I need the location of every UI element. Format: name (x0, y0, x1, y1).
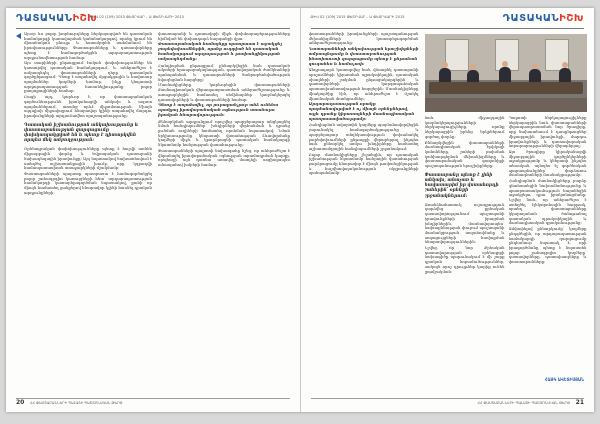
highlight-paragraph: Արդարադատության որակը պայմանավորված է ոչ միայն օրենքներով, այլև դրանք կիրառողների մասնագիտական պատրաստվածությամբ: (308, 101, 415, 121)
photo-floor (425, 98, 587, 112)
body-paragraph: նաև միջազգային կազմակերպությունների ներկայացուցիչները, որոնք ներկայացրին իրենց երկրներում գործող փորձը: (424, 116, 505, 139)
footer-text: ՀՀ ՓԱՍՏԱԲԱՆՆԵՐԻ ՊԱԼԱՏԻ ՊԱՇՏՈՆԱԿԱՆ ԹԵՐԹ (30, 401, 123, 405)
text-column-1 (309, 32, 419, 384)
meeting-photo (425, 34, 587, 112)
pull-quote: Փաստաբանը պետք է լինի անկախ, անաչառ և հավատարիմ իր վստահորդի շահերին՝ օրենքի շրջանակներում: (424, 172, 499, 199)
pull-quote: Դատական իշխանության անկախությունը և փաստաբանության զարգացումը փոխկապակցված են և պետք է դիտարկվեն որպես մեկ ամբողջություն: (24, 122, 139, 144)
body-paragraph: Քննարկման արդյունքում որոշվեց պարբերաբար անցկացնել նման հանդիպումներ՝ խնդիրների վերհանման և դրանց լուծման ուղիների համատեղ որոնման նպատակով: Նման երկխոսությունը կնպաստի վստահության ձևավորմանը կողմերի միջև և կբարձրացնի դատական համակարգի նկատմամբ հանրության վստահությունը: (158, 118, 290, 148)
photo-table (429, 82, 583, 94)
body-paragraph: Հանդիպման ավարտին կողմերը պայմանավորվեցին շարունակել համագործակցությունը և պարբերաբար տեղեկատվություն փոխանակել բարեփոխումների ընթացքի վերաբերյալ, ինչպես նաև քննարկել առկա խնդիրները համատեղ աշխատանքային հանդիպումների շրջանակում: (308, 122, 419, 151)
body-paragraph: Բոլոր մասնակիցները շեշտեցին, որ դատական իշխանության նկատմամբ հանրային վստահության բարձրացումը հնարավոր է միայն թափանցիկության և հաշվետվողականության սկզբունքների պահպանմամբ: (308, 151, 419, 176)
body-paragraph: Առանձնահատուկ ուշադրություն դարձվեց քրեական դատավարությունում պաշտպանի իրավունքների իրացման խնդիրներին, մասնավորապես՝ նախաքննության փուլում պաշտպանի մասնակցության ապահովմանը և ապացույցների հավաքման հնարավորություններին: (424, 201, 505, 245)
body-paragraph: Փաստաբանների պալատը պատրաստ է համագործակցել բոլոր շահագրգիռ կառույցների հետ՝ արդարադատության համակարգի կատարելագործման նպատակով, քանի որ միայն համատեղ ջանքերով հնարավոր կլինի հասնել դրական արդյունքների: (24, 170, 152, 195)
body-paragraph: Հանդիպման մասնակիցները բարձր գնահատեցին նախաձեռնությունը և պատրաստակամություն հայտնեցին աջակցելու դրա իրականացմանը: Նշվեց նաև, որ անհրաժեշտ է ստեղծել էլեկտրոնային հարթակ, որտեղ փաստաբանները կկարողանան ծանոթանալ դատական պրակտիկային և մասնագիտական գրականությանը: (508, 178, 587, 226)
photo-person-head (502, 61, 508, 67)
photo-window (445, 39, 469, 71)
arrow-marker-icon (16, 33, 21, 39)
body-paragraph: Այս ծրագիրը կիրականացվի միջազգային գործընկերների աջակցությամբ և կներառի ինչպես տեսական, այնպես էլ գործնական պարապմունքներ՝ փորձառու մասնագետների մասնակցությամբ: (508, 148, 587, 178)
left-page (6, 8, 301, 412)
body-paragraph: Բացի այդ, կարևոր է, որ փաստաբանական գործունեությունն իրականացվի անկախ և ազատ պայմաններում, առանց որևէ միջամտության: Միայն այդպիսի միջավայրում հնարավոր կլինի ապահովել մարդու իրավունքների արդյունավետ պաշտպանությունը: (24, 94, 152, 118)
author-signature: ՀԱՅԿ ԱՎԵՏԻՍՅԱՆ (544, 377, 584, 382)
issue-info: ԹԻՎ 02 (109) 2015 ՓԵՏՐՎԱՐ – Ա ՓԵՏՐՎԱՐԻ 2015 (90, 15, 185, 19)
photo-person-head (470, 64, 476, 70)
photo-person-head (442, 62, 448, 68)
page-header (16, 13, 290, 27)
page-header (311, 13, 585, 27)
text-column-2 (425, 116, 505, 384)
page-number: 21 (575, 399, 584, 406)
issue-info: ԹԻՎ 02 (109) 2015 ՓԵՏՐՎԱՐ – Ա ՓԵՏՐՎԱՐԻ 2015 (310, 15, 405, 19)
highlight-paragraph: Դատարանների անկախության երաշխիքների ամրապնդումը և փաստաբանության ինստիտուտի զարգացումը պետք է ընթանան զուգահեռ և համաչափ: (308, 46, 419, 66)
text-column-1 (24, 32, 152, 384)
page-footer (16, 400, 290, 408)
body-paragraph: Քննարկվեցին փաստաբանների մասնագիտական էթիկայի կանոնները, շահերի բախման կանխարգելման մեխանիզմները և փաստաբանական գաղտնիքի պաշտպանության երաշխիքները: (424, 139, 505, 169)
body-paragraph: Այս տարիների ընթացքում էական փոփոխություններ են կատարվել դատական համակարգում, և անհրաժեշտ է ամրապնդել փաստաբանների դերը դատական գործընթացում: Պետք է ապահովել մրցակցային և հավասար պայմաններ կողմերի համար, ինչը կնպաստի արդարադատության հասանելիությանը բոլոր քաղաքացիների համար: (24, 60, 152, 94)
body-paragraph: Հանդիպման ընթացքում քննարկվեցին նաև դատական ակտերի հրապարակայնության, դատավարական ժամկետների պահպանման և դատարանների ծանրաբեռնվածության նվազեցման հարցերը: (158, 62, 290, 82)
body-paragraph: Այսօր ևս բոլոր խորհուրդները ներկայացված են դատական համակարգի կառավարման կանոնակարգով, որոնք կրում են միասնական բնույթ և հստակորեն սահմանում են իրավասությունները: Փաստաբանները և դատավորները պետք է համագործակցեն արդարադատության արդյունավետության համար: (24, 32, 152, 60)
body-paragraph: Նշվեց, որ նոր Քրեական դատավարության օրենսգրքի նախագիծը պարունակում է մի շարք դրական նորամուծություններ, սակայն որոշ դրույթներ կարիք ունեն լրամշակման: (424, 245, 505, 274)
body-paragraph: Օրենսդրական փոփոխությունները պետք է հաշվի առնեն միջազգային փորձը և Եվրոպական դատարանի նախադեպային իրավունքը: Այդ նպատակով նախատեսվում է ստեղծել աշխատանքային խումբ, որը կզբաղվի համապատասխան առաջարկների մշակմամբ: (24, 146, 152, 171)
body-paragraph: Փաստաբանների պալատի նախագահը նշեց, որ անհրաժեշտ է վերանայել իրավաբանական օգնության տրամադրման կարգը, որպեսզի այն դառնա առավել մատչելի սոցիալապես անապահով խմբերի համար: (158, 147, 290, 167)
photo-person-head (532, 63, 538, 69)
header-rule (311, 28, 585, 29)
text-column-2 (158, 32, 290, 384)
header-rule (16, 28, 290, 29)
text-column-3 (509, 116, 587, 368)
page-number: 20 (16, 399, 25, 406)
body-paragraph: Պալատի ներկայացուցիչները ներկայացրին նաև փաստաբանների վերապատրաստման նոր ծրագիրը, որը նախատեսում է դասընթացներ միջազգային իրավունքի, մարդու իրավունքների և դատավարական նորարարությունների վերաբերյալ: (508, 116, 587, 149)
footer-rule (311, 398, 585, 399)
footer-text: ՀՀ ՓԱՍՏԱԲԱՆՆԵՐԻ ՊԱԼԱՏԻ ՊԱՇՏՈՆԱԿԱՆ ԹԵՐԹ (477, 401, 570, 405)
right-page (301, 8, 595, 412)
body-paragraph: փաստաբանի և դատավորի միջև փոխհարաբերությունները հիմնված են փոխադարձ հարգանքի վրա: (158, 32, 290, 41)
footer-rule (16, 398, 290, 399)
body-paragraph: Մասնակիցները կարևորեցին փաստաբանների մասնագիտական վերապատրաստման անհրաժեշտությունը և առաջարկեցին համատեղ սեմինարներ կազմակերպել դատավորների և փաստաբանների համար: (158, 82, 290, 102)
magazine-logo: ԴԱՏԱԿԱՆԻՇԽ (16, 13, 98, 24)
page-footer (311, 400, 585, 408)
highlight-paragraph: Փաստաբանական համայնքը պատրաստ է աջակցել բարեփոխումներին, որոնք ուղղված են դատական համակարգում արդարության և թափանցիկության ամրապնդմանը: (158, 41, 282, 61)
body-paragraph: Ամփոփելով քննարկումը՝ կողմերը ընդգծեցին, որ արդարադատության համակարգի զարգացումը ընդհանուր նպատակ է, որի իրագործմանը պետք է նպաստեն բոլոր շահագրգիռ կողմերը՝ դատավորները, դատախազները և փաստաբանները: (508, 226, 587, 265)
body-paragraph: Անդրադարձ կատարվեց նաև վճռաբեկ դատարանի որոշումների կիրառման պրակտիկային, դատական սխալների շտկման ընթացակարգերին և դատավորների կարգապահական պատասխանատվության հարցերին: Մասնակիցները միակարծիք էին, որ անհրաժեշտ է մշակել միասնական մոտեցումներ: (308, 67, 419, 101)
highlight-paragraph: Պետք է ապահովել, որ յուրաքանչյուր անձ ունենա որակյալ իրավաբանական օգնություն ստանալու իրական հնարավորություն: (158, 102, 279, 117)
photo-person-head (562, 62, 568, 68)
body-paragraph: փաստաբանների իրավունքների պաշտպանության մեխանիզմների կատարելագործման անհրաժեշտությունը: (308, 32, 419, 46)
magazine-logo: ԴԱՏԱԿԱՆԻՇԽ (502, 13, 584, 24)
magazine-spread (6, 8, 594, 412)
